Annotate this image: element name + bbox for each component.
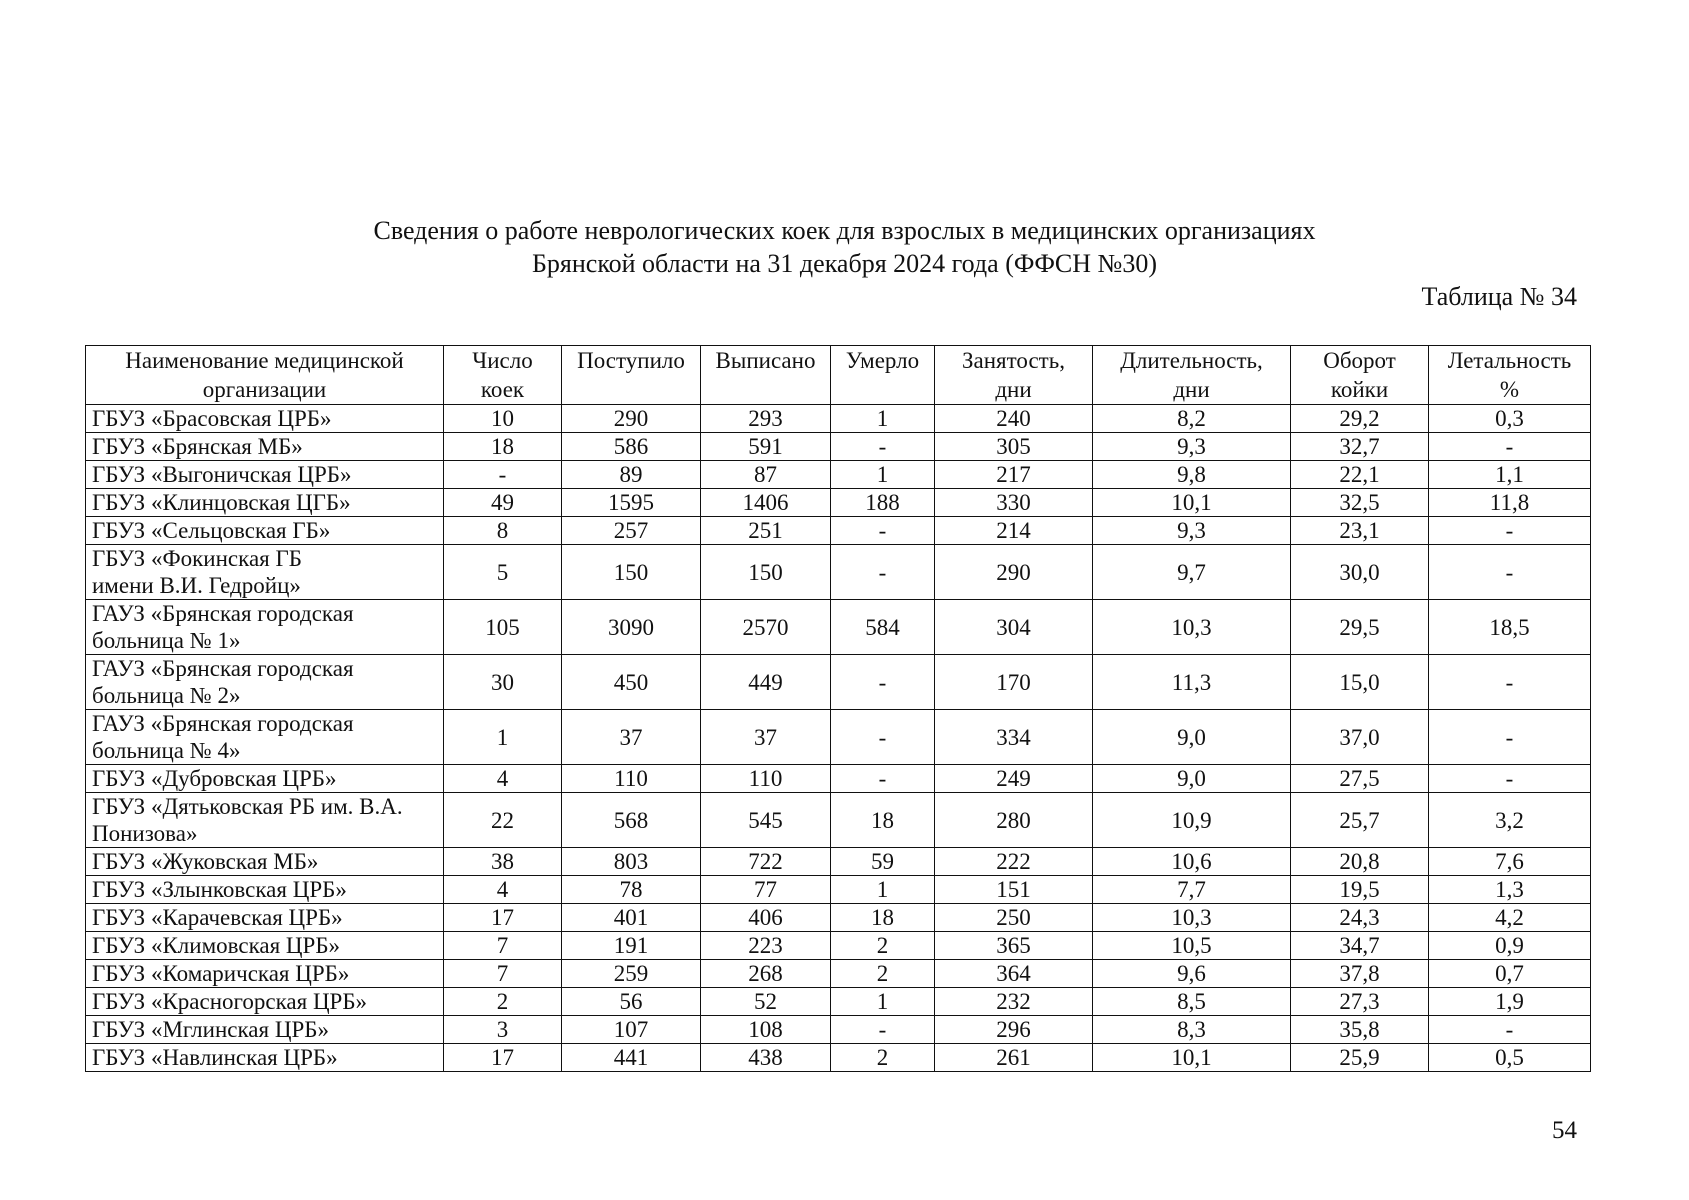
cell-occupancy-days: 280 [935, 793, 1093, 848]
cell-bed-turnover: 32,7 [1291, 433, 1429, 461]
table-row [86, 489, 1591, 517]
cell-admitted: 191 [562, 932, 701, 960]
cell-admitted: 110 [562, 765, 701, 793]
cell-mortality: 3,2 [1429, 793, 1591, 848]
cell-length-of-stay: 8,3 [1093, 1016, 1291, 1044]
cell-organization-name [86, 405, 444, 433]
cell-admitted: 290 [562, 405, 701, 433]
cell-organization-name [86, 433, 444, 461]
header-label-line: организации [202, 377, 327, 402]
cell-admitted: 450 [562, 655, 701, 710]
table-row [86, 988, 1591, 1016]
cell-admitted: 107 [562, 1016, 701, 1044]
organization-name-line: ГБУЗ «Фокинская ГБ [92, 546, 302, 571]
cell-mortality: - [1429, 433, 1591, 461]
cell-length-of-stay: 10,9 [1093, 793, 1291, 848]
cell-length-of-stay: 10,1 [1093, 489, 1291, 517]
table-row [86, 765, 1591, 793]
cell-mortality: 4,2 [1429, 904, 1591, 932]
cell-length-of-stay: 8,2 [1093, 405, 1291, 433]
cell-discharged: 37 [701, 710, 831, 765]
cell-length-of-stay: 9,7 [1093, 545, 1291, 600]
organization-name-line: больница № 4» [92, 738, 241, 763]
cell-bed-turnover: 27,5 [1291, 765, 1429, 793]
table-row [86, 904, 1591, 932]
cell-occupancy-days: 214 [935, 517, 1093, 545]
header-label-line: коек [480, 377, 525, 402]
cell-organization-name [86, 545, 444, 600]
organization-name-line: ГАУЗ «Брянская городская [92, 711, 354, 736]
cell-bed-count: 5 [444, 545, 562, 600]
cell-occupancy-days: 334 [935, 710, 1093, 765]
organization-name-line: ГБУЗ «Выгоничская ЦРБ» [92, 462, 352, 487]
cell-died: 1 [831, 988, 935, 1016]
cell-length-of-stay: 9,3 [1093, 433, 1291, 461]
cell-died: - [831, 765, 935, 793]
header-bed-turnover [1291, 346, 1429, 405]
cell-died: - [831, 433, 935, 461]
cell-admitted: 1595 [562, 489, 701, 517]
table-row [86, 405, 1591, 433]
cell-occupancy-days: 170 [935, 655, 1093, 710]
table-row [86, 710, 1591, 765]
organization-name-line: ГБУЗ «Климовская ЦРБ» [92, 933, 341, 958]
table-body [86, 405, 1591, 1072]
cell-mortality: 11,8 [1429, 489, 1591, 517]
header-died [831, 346, 935, 405]
cell-occupancy-days: 290 [935, 545, 1093, 600]
cell-organization-name [86, 600, 444, 655]
table-row [86, 960, 1591, 988]
cell-discharged: 406 [701, 904, 831, 932]
cell-mortality: 7,6 [1429, 848, 1591, 876]
cell-length-of-stay: 10,3 [1093, 600, 1291, 655]
organization-name-line: ГБУЗ «Навлинская ЦРБ» [92, 1045, 338, 1070]
organization-name-line: ГАУЗ «Брянская городская [92, 601, 354, 626]
cell-bed-count: 105 [444, 600, 562, 655]
table-row [86, 848, 1591, 876]
cell-discharged: 251 [701, 517, 831, 545]
cell-admitted: 803 [562, 848, 701, 876]
cell-occupancy-days: 304 [935, 600, 1093, 655]
cell-occupancy-days: 364 [935, 960, 1093, 988]
cell-died: 2 [831, 960, 935, 988]
cell-bed-turnover: 30,0 [1291, 545, 1429, 600]
cell-discharged: 1406 [701, 489, 831, 517]
cell-mortality: 0,9 [1429, 932, 1591, 960]
cell-died: - [831, 545, 935, 600]
cell-mortality: - [1429, 655, 1591, 710]
cell-organization-name [86, 1044, 444, 1072]
cell-occupancy-days: 217 [935, 461, 1093, 489]
cell-length-of-stay: 9,8 [1093, 461, 1291, 489]
header-bed-count [444, 346, 562, 405]
cell-discharged: 110 [701, 765, 831, 793]
cell-discharged: 52 [701, 988, 831, 1016]
header-occupancy-days [935, 346, 1093, 405]
cell-length-of-stay: 10,6 [1093, 848, 1291, 876]
cell-discharged: 545 [701, 793, 831, 848]
cell-length-of-stay: 8,5 [1093, 988, 1291, 1016]
header-row [86, 346, 1591, 405]
table-row [86, 793, 1591, 848]
cell-organization-name [86, 904, 444, 932]
cell-occupancy-days: 232 [935, 988, 1093, 1016]
cell-bed-turnover: 37,8 [1291, 960, 1429, 988]
table-row [86, 600, 1591, 655]
organization-name-line: ГБУЗ «Карачевская ЦРБ» [92, 905, 343, 930]
organization-name-line: ГБУЗ «Брасовская ЦРБ» [92, 406, 332, 431]
cell-discharged: 722 [701, 848, 831, 876]
organization-name-line: ГБУЗ «Клинцовская ЦГБ» [92, 490, 351, 515]
cell-bed-count: 18 [444, 433, 562, 461]
table-row [86, 517, 1591, 545]
organization-name-line: ГБУЗ «Сельцовская ГБ» [92, 518, 331, 543]
cell-bed-turnover: 23,1 [1291, 517, 1429, 545]
table-number: Таблица № 34 [1421, 282, 1577, 311]
table-row [86, 876, 1591, 904]
organization-name-line: больница № 2» [92, 683, 241, 708]
header-label-line: Летальность [1447, 348, 1572, 373]
cell-mortality: 0,7 [1429, 960, 1591, 988]
cell-bed-turnover: 27,3 [1291, 988, 1429, 1016]
cell-admitted: 568 [562, 793, 701, 848]
cell-organization-name [86, 793, 444, 848]
cell-bed-turnover: 25,9 [1291, 1044, 1429, 1072]
cell-died: 584 [831, 600, 935, 655]
cell-died: 18 [831, 793, 935, 848]
cell-bed-turnover: 29,2 [1291, 405, 1429, 433]
cell-length-of-stay: 9,6 [1093, 960, 1291, 988]
cell-admitted: 3090 [562, 600, 701, 655]
cell-occupancy-days: 305 [935, 433, 1093, 461]
cell-died: 59 [831, 848, 935, 876]
document-title-line-2: Брянской области на 31 декабря 2024 года (ФФСН №30) [531, 249, 1158, 278]
cell-bed-count: 1 [444, 710, 562, 765]
cell-bed-count: 3 [444, 1016, 562, 1044]
header-admitted [562, 346, 701, 405]
organization-name-line: Понизова» [92, 821, 198, 846]
header-length-of-stay [1093, 346, 1291, 405]
cell-length-of-stay: 9,0 [1093, 765, 1291, 793]
cell-organization-name [86, 960, 444, 988]
header-label-line: % [1499, 377, 1520, 402]
cell-died: 188 [831, 489, 935, 517]
header-label-line: Выписано [715, 348, 816, 373]
organization-name-line: ГБУЗ «Мглинская ЦРБ» [92, 1017, 329, 1042]
cell-bed-count: - [444, 461, 562, 489]
cell-organization-name [86, 489, 444, 517]
header-label-line: Умерло [845, 348, 920, 373]
cell-admitted: 259 [562, 960, 701, 988]
cell-discharged: 293 [701, 405, 831, 433]
cell-mortality: 0,3 [1429, 405, 1591, 433]
cell-discharged: 150 [701, 545, 831, 600]
cell-bed-count: 49 [444, 489, 562, 517]
cell-discharged: 449 [701, 655, 831, 710]
cell-organization-name [86, 1016, 444, 1044]
cell-bed-count: 7 [444, 932, 562, 960]
cell-length-of-stay: 11,3 [1093, 655, 1291, 710]
header-label-line: дни [1173, 377, 1210, 402]
organization-name-line: больница № 1» [92, 628, 241, 653]
cell-length-of-stay: 10,1 [1093, 1044, 1291, 1072]
cell-organization-name [86, 988, 444, 1016]
table-header [86, 346, 1591, 405]
cell-bed-count: 17 [444, 904, 562, 932]
cell-length-of-stay: 7,7 [1093, 876, 1291, 904]
table-row [86, 655, 1591, 710]
cell-mortality: - [1429, 545, 1591, 600]
cell-mortality: 1,1 [1429, 461, 1591, 489]
header-label-line: Наименование медицинской [125, 348, 404, 373]
table-row [86, 932, 1591, 960]
cell-bed-turnover: 22,1 [1291, 461, 1429, 489]
cell-bed-turnover: 25,7 [1291, 793, 1429, 848]
header-label-line: Поступило [577, 348, 685, 373]
table-row [86, 545, 1591, 600]
cell-mortality: 1,3 [1429, 876, 1591, 904]
page-number: 54 [1552, 1117, 1577, 1144]
table-row [86, 1044, 1591, 1072]
cell-bed-count: 10 [444, 405, 562, 433]
organization-name-line: ГБУЗ «Дятьковская РБ им. В.А. [92, 794, 403, 819]
header-discharged [701, 346, 831, 405]
cell-bed-turnover: 29,5 [1291, 600, 1429, 655]
cell-mortality: 0,5 [1429, 1044, 1591, 1072]
organization-name-line: ГБУЗ «Брянская МБ» [92, 434, 303, 459]
cell-bed-turnover: 15,0 [1291, 655, 1429, 710]
cell-organization-name [86, 765, 444, 793]
cell-bed-count: 4 [444, 876, 562, 904]
table-row [86, 433, 1591, 461]
cell-occupancy-days: 249 [935, 765, 1093, 793]
cell-died: 1 [831, 461, 935, 489]
cell-mortality: 18,5 [1429, 600, 1591, 655]
header-label-line: дни [995, 377, 1032, 402]
cell-bed-count: 22 [444, 793, 562, 848]
cell-admitted: 257 [562, 517, 701, 545]
cell-bed-count: 38 [444, 848, 562, 876]
cell-discharged: 223 [701, 932, 831, 960]
cell-occupancy-days: 151 [935, 876, 1093, 904]
cell-occupancy-days: 250 [935, 904, 1093, 932]
header-label-line: Число [472, 348, 533, 373]
cell-bed-count: 2 [444, 988, 562, 1016]
cell-admitted: 150 [562, 545, 701, 600]
organization-name-line: ГАУЗ «Брянская городская [92, 656, 354, 681]
cell-died: 1 [831, 405, 935, 433]
cell-organization-name [86, 655, 444, 710]
cell-organization-name [86, 517, 444, 545]
cell-length-of-stay: 9,0 [1093, 710, 1291, 765]
cell-organization-name [86, 876, 444, 904]
cell-discharged: 77 [701, 876, 831, 904]
cell-length-of-stay: 10,5 [1093, 932, 1291, 960]
cell-mortality: - [1429, 517, 1591, 545]
cell-bed-turnover: 20,8 [1291, 848, 1429, 876]
organization-name-line: ГБУЗ «Злынковская ЦРБ» [92, 877, 347, 902]
document-title-line-1: Сведения о работе неврологических коек для взрослых в медицинских организациях [373, 216, 1316, 245]
cell-admitted: 78 [562, 876, 701, 904]
header-label-line: Длительность, [1120, 348, 1263, 373]
cell-discharged: 87 [701, 461, 831, 489]
header-label-line: койки [1330, 377, 1389, 402]
cell-died: - [831, 655, 935, 710]
cell-organization-name [86, 710, 444, 765]
cell-admitted: 401 [562, 904, 701, 932]
cell-died: 18 [831, 904, 935, 932]
cell-discharged: 268 [701, 960, 831, 988]
cell-bed-turnover: 34,7 [1291, 932, 1429, 960]
cell-bed-count: 17 [444, 1044, 562, 1072]
table-row [86, 1016, 1591, 1044]
cell-organization-name [86, 461, 444, 489]
organization-name-line: ГБУЗ «Красногорская ЦРБ» [92, 989, 368, 1014]
cell-bed-turnover: 24,3 [1291, 904, 1429, 932]
cell-died: 2 [831, 1044, 935, 1072]
cell-organization-name [86, 848, 444, 876]
header-label-line: Занятость, [962, 348, 1065, 373]
cell-bed-count: 30 [444, 655, 562, 710]
cell-mortality: - [1429, 710, 1591, 765]
cell-discharged: 591 [701, 433, 831, 461]
table-row [86, 461, 1591, 489]
cell-admitted: 56 [562, 988, 701, 1016]
cell-discharged: 438 [701, 1044, 831, 1072]
cell-occupancy-days: 222 [935, 848, 1093, 876]
cell-died: 2 [831, 932, 935, 960]
cell-admitted: 89 [562, 461, 701, 489]
header-organization [86, 346, 444, 405]
header-mortality [1429, 346, 1591, 405]
cell-admitted: 37 [562, 710, 701, 765]
cell-bed-turnover: 32,5 [1291, 489, 1429, 517]
cell-occupancy-days: 330 [935, 489, 1093, 517]
organization-name-line: ГБУЗ «Комаричская ЦРБ» [92, 961, 350, 986]
document-title [0, 214, 1689, 280]
organization-name-line: ГБУЗ «Дубровская ЦРБ» [92, 766, 337, 791]
cell-mortality: 1,9 [1429, 988, 1591, 1016]
cell-bed-turnover: 37,0 [1291, 710, 1429, 765]
cell-organization-name [86, 932, 444, 960]
cell-length-of-stay: 9,3 [1093, 517, 1291, 545]
cell-occupancy-days: 365 [935, 932, 1093, 960]
cell-occupancy-days: 261 [935, 1044, 1093, 1072]
cell-mortality: - [1429, 765, 1591, 793]
cell-discharged: 2570 [701, 600, 831, 655]
cell-died: - [831, 517, 935, 545]
cell-bed-count: 4 [444, 765, 562, 793]
cell-discharged: 108 [701, 1016, 831, 1044]
cell-died: - [831, 710, 935, 765]
organization-name-line: имени В.И. Гедройц» [92, 573, 301, 598]
cell-bed-turnover: 19,5 [1291, 876, 1429, 904]
cell-admitted: 441 [562, 1044, 701, 1072]
cell-occupancy-days: 240 [935, 405, 1093, 433]
neurology-beds-table [85, 345, 1591, 1072]
header-label-line: Оборот [1323, 348, 1396, 373]
organization-name-line: ГБУЗ «Жуковская МБ» [92, 849, 319, 874]
cell-died: - [831, 1016, 935, 1044]
cell-mortality: - [1429, 1016, 1591, 1044]
cell-bed-count: 7 [444, 960, 562, 988]
cell-died: 1 [831, 876, 935, 904]
cell-bed-count: 8 [444, 517, 562, 545]
cell-admitted: 586 [562, 433, 701, 461]
cell-occupancy-days: 296 [935, 1016, 1093, 1044]
cell-bed-turnover: 35,8 [1291, 1016, 1429, 1044]
cell-length-of-stay: 10,3 [1093, 904, 1291, 932]
